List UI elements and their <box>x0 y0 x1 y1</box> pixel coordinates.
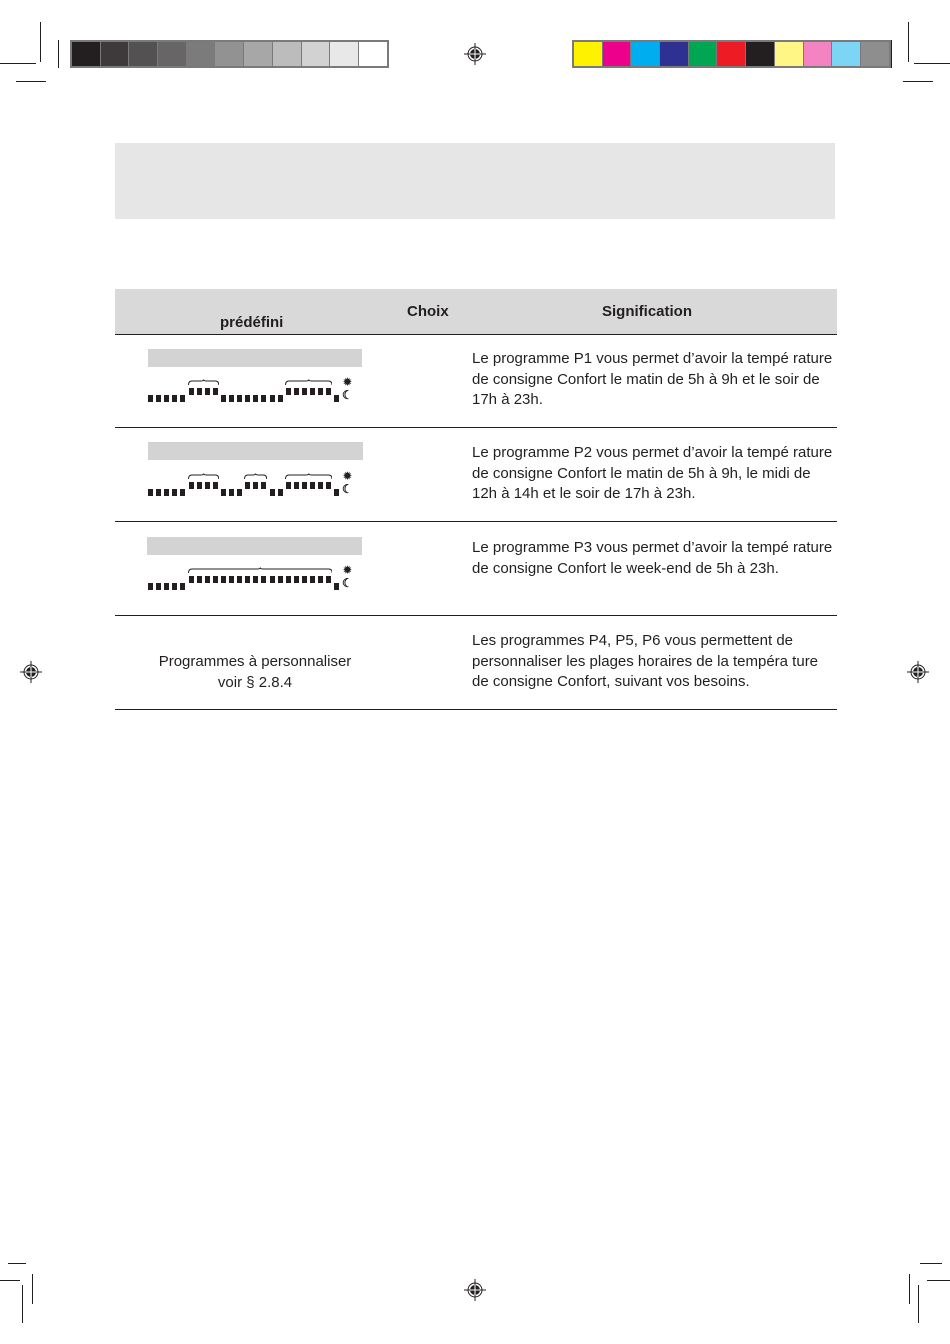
header-choix: Choix <box>407 303 449 320</box>
color-swatch <box>630 42 659 66</box>
crop-mark <box>58 40 59 68</box>
eco-hour-segment <box>164 583 169 590</box>
comfort-hour-segment <box>213 482 218 489</box>
custom-signification: Les programmes P4, P5, P6 vous permettent de personnaliser les plages horaires de la tempéra ture de consigne Confort, suivant vos besoins. <box>472 632 819 690</box>
comfort-hour-segment <box>302 388 307 395</box>
eco-hour-segment <box>148 489 153 496</box>
eco-hour-segment <box>270 489 275 496</box>
comfort-period-brace <box>188 379 219 387</box>
comfort-hour-segment <box>189 388 194 395</box>
color-swatch <box>716 42 745 66</box>
comfort-hour-segment <box>302 576 307 583</box>
comfort-hour-segment <box>253 482 258 489</box>
eco-hour-segment <box>278 395 283 402</box>
comfort-hour-segment <box>253 576 258 583</box>
color-swatch <box>774 42 803 66</box>
color-swatch <box>214 42 243 66</box>
crop-mark <box>927 1280 950 1281</box>
comfort-hour-segment <box>294 576 299 583</box>
color-swatch <box>186 42 215 66</box>
comfort-hour-segment <box>197 576 202 583</box>
eco-hour-segment <box>237 489 242 496</box>
table-row-p1 <box>115 335 837 428</box>
process-color-bar <box>572 40 891 68</box>
color-swatch <box>803 42 832 66</box>
crop-mark <box>918 1285 919 1323</box>
moon-icon: ☾ <box>342 482 353 496</box>
programme-display-bar <box>148 442 363 460</box>
crop-mark <box>32 1274 33 1304</box>
programme-display-bar <box>147 537 362 555</box>
comfort-hour-segment <box>278 576 283 583</box>
eco-hour-segment <box>172 583 177 590</box>
crop-mark <box>22 1285 23 1323</box>
p1-signification: Le programme P1 vous permet d’avoir la tempé rature de consigne Confort le matin de 5h à 9h et le soir de 17h à 23h. <box>472 350 833 408</box>
comfort-hour-segment <box>197 482 202 489</box>
comfort-hour-segment <box>270 576 275 583</box>
crop-mark <box>891 40 892 68</box>
crop-mark <box>920 1263 942 1264</box>
section-header-band <box>115 143 835 219</box>
moon-icon: ☾ <box>342 576 353 590</box>
comfort-hour-segment <box>294 388 299 395</box>
moon-icon: ☾ <box>342 388 353 402</box>
crop-mark <box>16 81 46 82</box>
comfort-hour-segment <box>245 482 250 489</box>
comfort-hour-segment <box>213 388 218 395</box>
table-row-custom <box>115 616 837 710</box>
crosshair-registration-icon <box>907 661 929 683</box>
color-swatch <box>831 42 860 66</box>
eco-hour-segment <box>172 489 177 496</box>
color-swatch <box>128 42 157 66</box>
comfort-hour-segment <box>213 576 218 583</box>
color-swatch <box>301 42 330 66</box>
crosshair-registration-icon <box>20 661 42 683</box>
eco-hour-segment <box>334 583 339 590</box>
table-row-p2 <box>115 428 837 522</box>
comfort-period-brace <box>188 473 219 481</box>
comfort-hour-segment <box>245 576 250 583</box>
color-swatch <box>358 42 387 66</box>
p3-hour-timeline <box>148 565 378 595</box>
comfort-period-brace <box>244 473 267 481</box>
eco-hour-segment <box>229 489 234 496</box>
eco-hour-segment <box>334 395 339 402</box>
custom-programmes-label <box>115 652 395 693</box>
color-swatch <box>329 42 358 66</box>
table-row-p3 <box>115 522 837 616</box>
header-signification: Signification <box>602 303 692 320</box>
eco-hour-segment <box>221 395 226 402</box>
eco-hour-segment <box>261 395 266 402</box>
eco-hour-segment <box>180 489 185 496</box>
eco-hour-segment <box>148 395 153 402</box>
eco-hour-segment <box>237 395 242 402</box>
eco-hour-segment <box>156 489 161 496</box>
p1-hour-timeline <box>148 377 378 407</box>
custom-programmes-line1: Programmes à personnaliser <box>158 653 352 670</box>
comfort-hour-segment <box>205 482 210 489</box>
comfort-hour-segment <box>326 482 331 489</box>
comfort-hour-segment <box>189 576 194 583</box>
color-swatch <box>157 42 186 66</box>
color-swatch <box>602 42 631 66</box>
eco-hour-segment <box>245 395 250 402</box>
comfort-hour-segment <box>318 388 323 395</box>
programme-display-bar <box>148 349 362 367</box>
comfort-period-brace <box>188 567 333 575</box>
grayscale-color-bar <box>70 40 389 68</box>
crop-mark <box>903 81 933 82</box>
eco-hour-segment <box>221 489 226 496</box>
comfort-period-brace <box>285 473 333 481</box>
crop-mark <box>908 22 909 62</box>
comfort-hour-segment <box>286 576 291 583</box>
color-swatch <box>574 42 602 66</box>
color-swatch <box>243 42 272 66</box>
comfort-period-brace <box>285 379 333 387</box>
comfort-hour-segment <box>286 388 291 395</box>
color-swatch <box>272 42 301 66</box>
comfort-hour-segment <box>318 576 323 583</box>
eco-hour-segment <box>278 489 283 496</box>
crop-mark <box>8 1263 26 1264</box>
crop-mark <box>0 63 36 64</box>
comfort-hour-segment <box>189 482 194 489</box>
eco-hour-segment <box>253 395 258 402</box>
color-swatch <box>72 42 100 66</box>
table-header <box>115 289 837 335</box>
eco-hour-segment <box>148 583 153 590</box>
sun-icon: ✹ <box>342 563 353 577</box>
comfort-hour-segment <box>197 388 202 395</box>
color-swatch <box>860 42 889 66</box>
comfort-hour-segment <box>205 388 210 395</box>
comfort-hour-segment <box>302 482 307 489</box>
color-swatch <box>688 42 717 66</box>
comfort-hour-segment <box>286 482 291 489</box>
comfort-hour-segment <box>310 388 315 395</box>
eco-hour-segment <box>270 395 275 402</box>
p2-signification: Le programme P2 vous permet d’avoir la tempé rature de consigne Confort le matin de 5h à 9h, le midi de 12h à 14h et le soir de 17h à 23h. <box>472 444 833 502</box>
comfort-hour-segment <box>294 482 299 489</box>
color-swatch <box>100 42 129 66</box>
eco-hour-segment <box>172 395 177 402</box>
comfort-hour-segment <box>261 576 266 583</box>
crosshair-registration-icon <box>464 43 486 65</box>
crosshair-registration-icon <box>464 1279 486 1301</box>
eco-hour-segment <box>156 583 161 590</box>
p2-hour-timeline <box>148 471 378 501</box>
eco-hour-segment <box>334 489 339 496</box>
crop-mark <box>0 1280 20 1281</box>
eco-hour-segment <box>229 395 234 402</box>
comfort-hour-segment <box>237 576 242 583</box>
crop-mark <box>914 63 950 64</box>
custom-programmes-reference: voir § 2.8.4 <box>217 673 293 691</box>
crop-mark <box>40 22 41 62</box>
comfort-hour-segment <box>326 388 331 395</box>
programmes-table <box>115 289 837 710</box>
comfort-hour-segment <box>310 576 315 583</box>
eco-hour-segment <box>180 583 185 590</box>
comfort-hour-segment <box>310 482 315 489</box>
comfort-hour-segment <box>205 576 210 583</box>
color-swatch <box>745 42 774 66</box>
color-swatch <box>659 42 688 66</box>
header-programme: prédéfini <box>220 314 284 331</box>
sun-icon: ✹ <box>342 375 353 389</box>
comfort-hour-segment <box>261 482 266 489</box>
comfort-hour-segment <box>326 576 331 583</box>
eco-hour-segment <box>164 395 169 402</box>
eco-hour-segment <box>156 395 161 402</box>
eco-hour-segment <box>180 395 185 402</box>
comfort-hour-segment <box>221 576 226 583</box>
comfort-hour-segment <box>318 482 323 489</box>
sun-icon: ✹ <box>342 469 353 483</box>
comfort-hour-segment <box>229 576 234 583</box>
crop-mark <box>909 1274 910 1304</box>
eco-hour-segment <box>164 489 169 496</box>
p3-signification: Le programme P3 vous permet d’avoir la tempé rature de consigne Confort le week-end de 5h à 23h. <box>472 539 833 577</box>
